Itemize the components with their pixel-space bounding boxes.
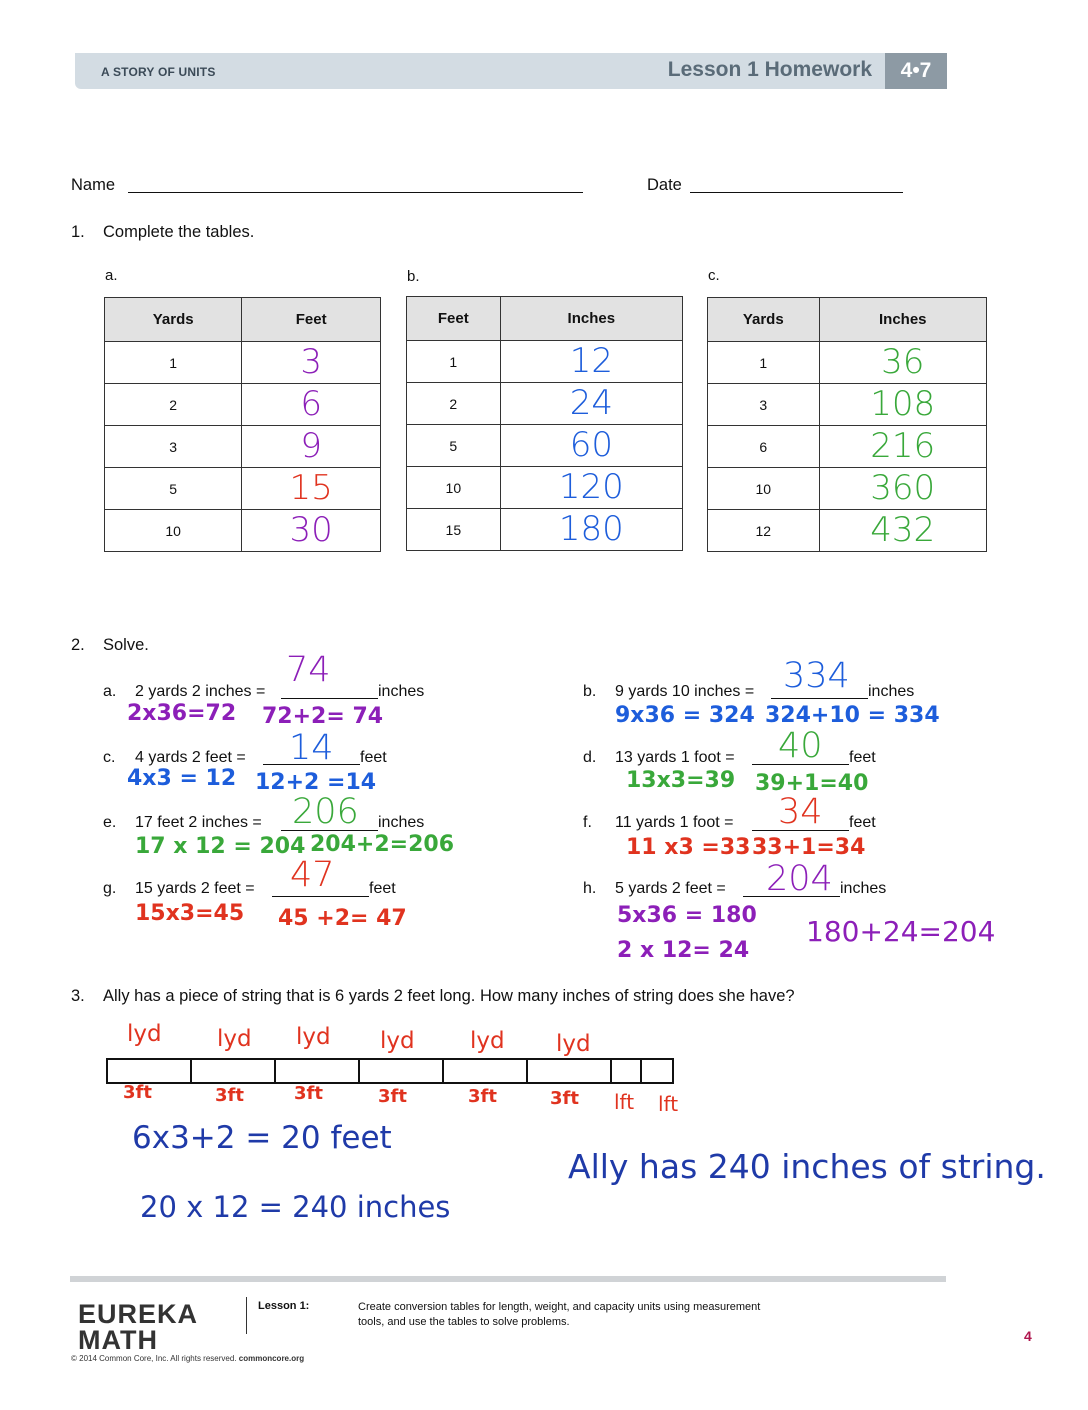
table-a-col2: Feet [242,298,381,342]
q2-prompt: Solve. [103,636,149,654]
table-b-col2: Inches [500,297,682,341]
name-label: Name [71,176,116,194]
q2g-work1: 15x3=45 [135,901,245,926]
q3-prompt: Ally has a piece of string that is 6 yards 2 feet long. How many inches of string does she have? [103,987,795,1005]
q2f-letter: f. [583,814,592,831]
table-c-col1: Yards [708,298,820,342]
tape-segment-yard [526,1058,612,1084]
table-cell: 10 [105,510,242,552]
q2e-letter: e. [103,814,117,831]
q2f-work2: 33+1=34 [752,835,866,860]
logo-line-1: EUREKA [78,1299,199,1329]
answer-cell[interactable]: 12 [500,341,682,383]
q2g-blank[interactable] [272,896,369,897]
date-field[interactable] [690,192,903,193]
tape-segment-yard [358,1058,444,1084]
table-cell: 10 [708,468,820,510]
q2g-answer: 47 [290,855,335,895]
q2-number: 2. [71,636,85,654]
q2h-text-after: inches [840,880,887,897]
q2b-text-before: 9 yards 10 inches = [615,683,755,700]
q2g-work2: 45 +2= 47 [278,906,407,931]
answer-cell[interactable]: 15 [242,468,381,510]
tape-segment-yard [274,1058,360,1084]
q2b-answer: 334 [783,656,850,696]
table-row [407,425,683,467]
table-a [104,297,381,552]
table-c [707,297,987,552]
eureka-math-logo [78,1301,198,1353]
page-number: 4 [1024,1328,1032,1344]
table-cell: 12 [708,510,820,552]
table-row [407,383,683,425]
q2b-blank[interactable] [771,698,868,699]
q2d-work2: 39+1=40 [755,771,869,796]
q2f-text-after: feet [849,814,876,831]
tape-label-bottom: 3ft [294,1083,323,1104]
answer-cell[interactable]: 36 [819,342,987,384]
answer-cell[interactable]: 180 [500,509,682,551]
table-cell: 1 [105,342,242,384]
q2h-letter: h. [583,880,597,897]
table-row [708,342,987,384]
q2e-answer: 206 [292,792,359,832]
answer-cell[interactable]: 432 [819,510,987,552]
answer-cell[interactable]: 120 [500,467,682,509]
q2h-text-before: 5 yards 2 feet = [615,880,726,897]
q3-work2: 20 x 12 = 240 inches [140,1190,451,1224]
table-cell: 3 [105,426,242,468]
answer-cell[interactable]: 360 [819,468,987,510]
table-row [105,384,381,426]
q2h-work1: 5x36 = 180 [617,903,757,928]
q2d-answer: 40 [778,726,823,766]
q2b-work1: 9x36 = 324 [615,703,755,728]
q2g-letter: g. [103,880,117,897]
q2c-work2: 12+2 =14 [255,770,377,795]
q2f-answer: 34 [778,792,823,832]
tape-label-bottom: 3ft [468,1086,497,1107]
tape-label-top: lyd [470,1028,505,1054]
copyright [71,1354,304,1363]
q3-answer-statement: Ally has 240 inches of string. [568,1147,1046,1186]
q2g-text-after: feet [369,880,396,897]
tape-segment-foot [610,1058,642,1084]
tape-label-bottom: 3ft [378,1086,407,1107]
table-row [708,468,987,510]
tape-label-top: lyd [556,1031,591,1057]
logo-line-2: MATH [78,1325,158,1355]
q2a-blank[interactable] [281,698,378,699]
table-cell: 2 [407,383,501,425]
q2a-text-before: 2 yards 2 inches = [135,683,266,700]
table-row [105,426,381,468]
tape-segment-yard [106,1058,192,1084]
table-cell: 3 [708,384,820,426]
q2b-letter: b. [583,683,597,700]
copyright-text: © 2014 Common Core, Inc. All rights reserved. [71,1354,237,1363]
table-cell: 10 [407,467,501,509]
q2e-text-before: 17 feet 2 inches = [135,814,262,831]
name-field[interactable] [128,192,583,193]
table-cell: 1 [708,342,820,384]
table-b [406,296,683,551]
answer-cell[interactable]: 6 [242,384,381,426]
table-a-col1: Yards [105,298,242,342]
tape-label-top: lyd [127,1021,162,1047]
table-c-col2: Inches [819,298,987,342]
footer-divider [70,1276,946,1282]
q2a-answer: 74 [286,650,331,690]
q2b-text-after: inches [868,683,915,700]
q2c-work1: 4x3 = 12 [127,766,237,791]
answer-cell[interactable]: 108 [819,384,987,426]
q2f-work1: 11 x3 =33 [626,835,751,860]
table-cell: 5 [105,468,242,510]
tape-segment-yard [442,1058,528,1084]
q2a-letter: a. [103,683,117,700]
q2e-work1: 17 x 12 = 204 [135,834,306,859]
table-b-col1: Feet [407,297,501,341]
answer-cell[interactable]: 3 [242,342,381,384]
q2a-work1: 2x36=72 [127,701,237,726]
table-row [105,342,381,384]
q2g-text-before: 15 yards 2 feet = [135,880,255,897]
footer-lesson-description: Create conversion tables for length, weight, and capacity units using measurement tools, and use the tables to solve problems. [358,1301,761,1328]
q1-prompt: Complete the tables. [103,223,255,241]
q2c-text-after: feet [360,749,387,766]
footer-separator [246,1297,247,1334]
tape-label-bottom: 3ft [123,1082,152,1103]
table-cell: 5 [407,425,501,467]
table-row [105,468,381,510]
q2b-work2: 324+10 = 334 [765,703,940,728]
table-row [708,384,987,426]
q2a-text-after: inches [378,683,425,700]
tape-label-bottom: lft [614,1090,635,1114]
q2d-text-before: 13 yards 1 foot = [615,749,735,766]
q2c-text-before: 4 yards 2 feet = [135,749,246,766]
table-row [105,510,381,552]
q2h-work3: 180+24=204 [806,915,996,948]
q2e-work2: 204+2=206 [310,832,455,857]
table-a-letter: a. [105,267,118,284]
q3-number: 3. [71,987,85,1005]
q2c-letter: c. [103,749,116,766]
answer-cell[interactable]: 24 [500,383,682,425]
table-b-letter: b. [407,268,420,285]
q2d-text-after: feet [849,749,876,766]
series-title: A STORY OF UNITS [101,65,216,79]
q2c-answer: 14 [289,728,334,768]
table-cell: 2 [105,384,242,426]
tape-label-bottom: 3ft [550,1088,579,1109]
q2a-work2: 72+2= 74 [262,704,384,729]
q2d-letter: d. [583,749,597,766]
table-row [708,510,987,552]
q1-number: 1. [71,223,85,241]
q2h-answer: 204 [766,859,833,899]
tape-label-bottom: 3ft [215,1085,244,1106]
table-row [407,341,683,383]
q3-work1: 6x3+2 = 20 feet [132,1120,392,1156]
table-c-letter: c. [708,267,720,284]
q2h-work2: 2 x 12= 24 [617,938,750,963]
q2f-text-before: 11 yards 1 foot = [615,814,734,831]
q2d-work1: 13x3=39 [626,768,736,793]
tape-segment-foot [640,1058,674,1084]
table-cell: 15 [407,509,501,551]
answer-cell[interactable]: 30 [242,510,381,552]
tape-segment-yard [190,1058,276,1084]
q2e-text-after: inches [378,814,425,831]
lesson-title: Lesson 1 Homework [667,58,872,81]
table-row [708,426,987,468]
answer-cell[interactable]: 216 [819,426,987,468]
table-cell: 1 [407,341,501,383]
tape-label-top: lyd [296,1024,331,1050]
table-row [407,467,683,509]
answer-cell[interactable]: 60 [500,425,682,467]
tape-label-top: lyd [217,1026,252,1052]
grade-module-badge: 4•7 [885,53,947,89]
table-cell: 6 [708,426,820,468]
footer-lesson-label: Lesson 1: [258,1300,310,1312]
copyright-site[interactable]: commoncore.org [238,1354,305,1363]
tape-label-bottom: lft [658,1092,679,1116]
answer-cell[interactable]: 9 [242,426,381,468]
date-label: Date [647,176,682,194]
table-row [407,509,683,551]
tape-label-top: lyd [380,1028,415,1054]
